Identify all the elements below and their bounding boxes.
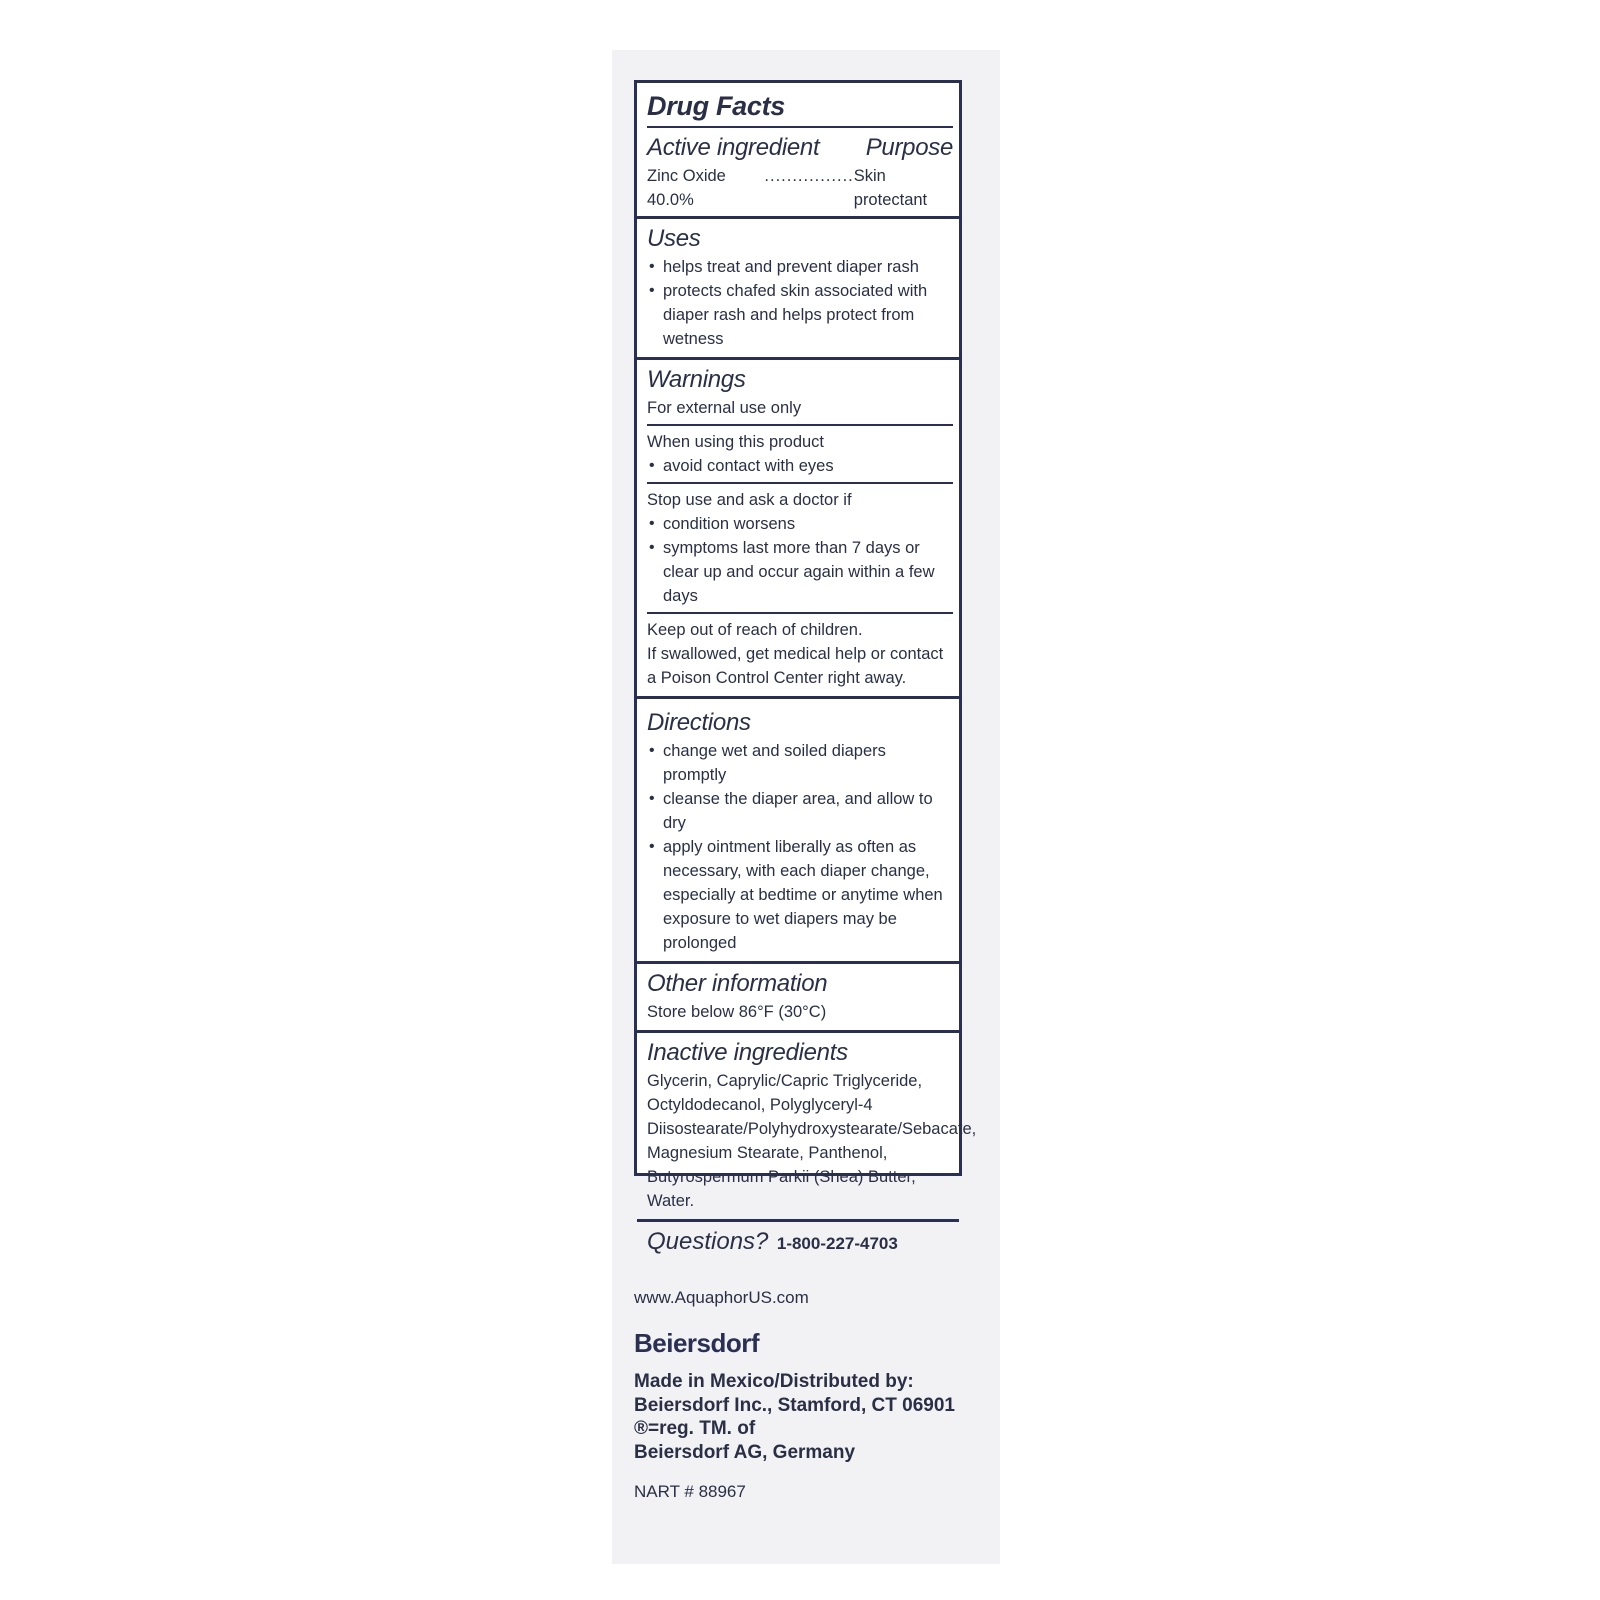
list-item: • symptoms last more than 7 days or clear up and occur again within a few days: [647, 536, 953, 608]
warnings-section: [637, 366, 959, 699]
questions-section: [637, 1222, 959, 1256]
directions-section: [637, 709, 959, 964]
uses-section: [637, 225, 959, 360]
uses-heading: Uses: [647, 225, 701, 252]
brand-logo: Beiersdorf: [634, 1328, 760, 1358]
distributor-line: ®=reg. TM. of: [634, 1418, 756, 1439]
list-item: • condition worsens: [647, 512, 953, 536]
warnings-heading: Warnings: [647, 366, 746, 393]
list-item: • change wet and soiled diapers promptly: [647, 739, 953, 787]
active-ingredient-row: [647, 164, 953, 212]
drug-facts-title: Drug Facts: [647, 91, 786, 121]
stop-use-text: Stop use and ask a doctor if: [647, 491, 852, 509]
swallowed-text: If swallowed, get medical help or contact a Poison Control Center right away.: [647, 645, 944, 687]
other-info-heading: Other information: [647, 970, 828, 997]
distributor-info: [634, 1370, 955, 1464]
when-using-text: When using this product: [647, 433, 825, 451]
active-ingredient-name: Zinc Oxide 40.0%: [647, 167, 726, 209]
distributor-line: Beiersdorf Inc., Stamford, CT 06901: [634, 1394, 955, 1416]
list-item: • cleanse the diaper area, and allow to dry: [647, 787, 953, 835]
active-ingredient-heading: Active ingredient: [647, 134, 820, 161]
inactive-ingredients-text: Glycerin, Caprylic/Capric Triglyceride, Octyldodecanol, Polyglyceryl-4 Diisostearate/Polyhydroxystearate/Sebacate, Magnesium Stearate, Panthenol, Butyrospermum Parkii (Shea) Butter, Water.: [647, 1072, 977, 1210]
active-ingredient-purpose: Skin protectant: [853, 167, 928, 209]
purpose-heading: Purpose: [865, 134, 953, 161]
other-info-section: [637, 970, 959, 1033]
list-item: • avoid contact with eyes: [647, 454, 953, 478]
website-url: www.AquaphorUS.com: [634, 1288, 809, 1307]
external-use-text: For external use only: [647, 399, 802, 417]
product-label-panel: [612, 50, 1000, 1564]
distributor-line: Beiersdorf AG, Germany: [634, 1441, 856, 1463]
questions-phone: 1-800-227-4703: [776, 1234, 898, 1253]
inactive-ingredients-heading: Inactive ingredients: [647, 1039, 848, 1066]
list-item: • apply ointment liberally as often as necessary, with each diaper change, especially at bedtime or anytime when exposure to wet diapers may be prolonged: [647, 835, 953, 955]
leader-dots: ................: [764, 167, 854, 185]
storage-text: Store below 86°F (30°C): [647, 1003, 827, 1021]
list-item: • helps treat and prevent diaper rash: [647, 255, 953, 279]
directions-heading: Directions: [647, 709, 751, 736]
questions-label: Questions?: [647, 1228, 769, 1255]
distributor-line: Made in Mexico/Distributed by:: [634, 1371, 914, 1392]
keep-out-text: Keep out of reach of children.: [647, 621, 863, 639]
active-ingredient-section: [637, 91, 959, 219]
inactive-ingredients-section: [637, 1039, 977, 1222]
nart-number: NART # 88967: [634, 1482, 746, 1501]
list-item: • protects chafed skin associated with diaper rash and helps protect from wetness: [647, 279, 953, 351]
drug-facts-box: [634, 80, 977, 1255]
